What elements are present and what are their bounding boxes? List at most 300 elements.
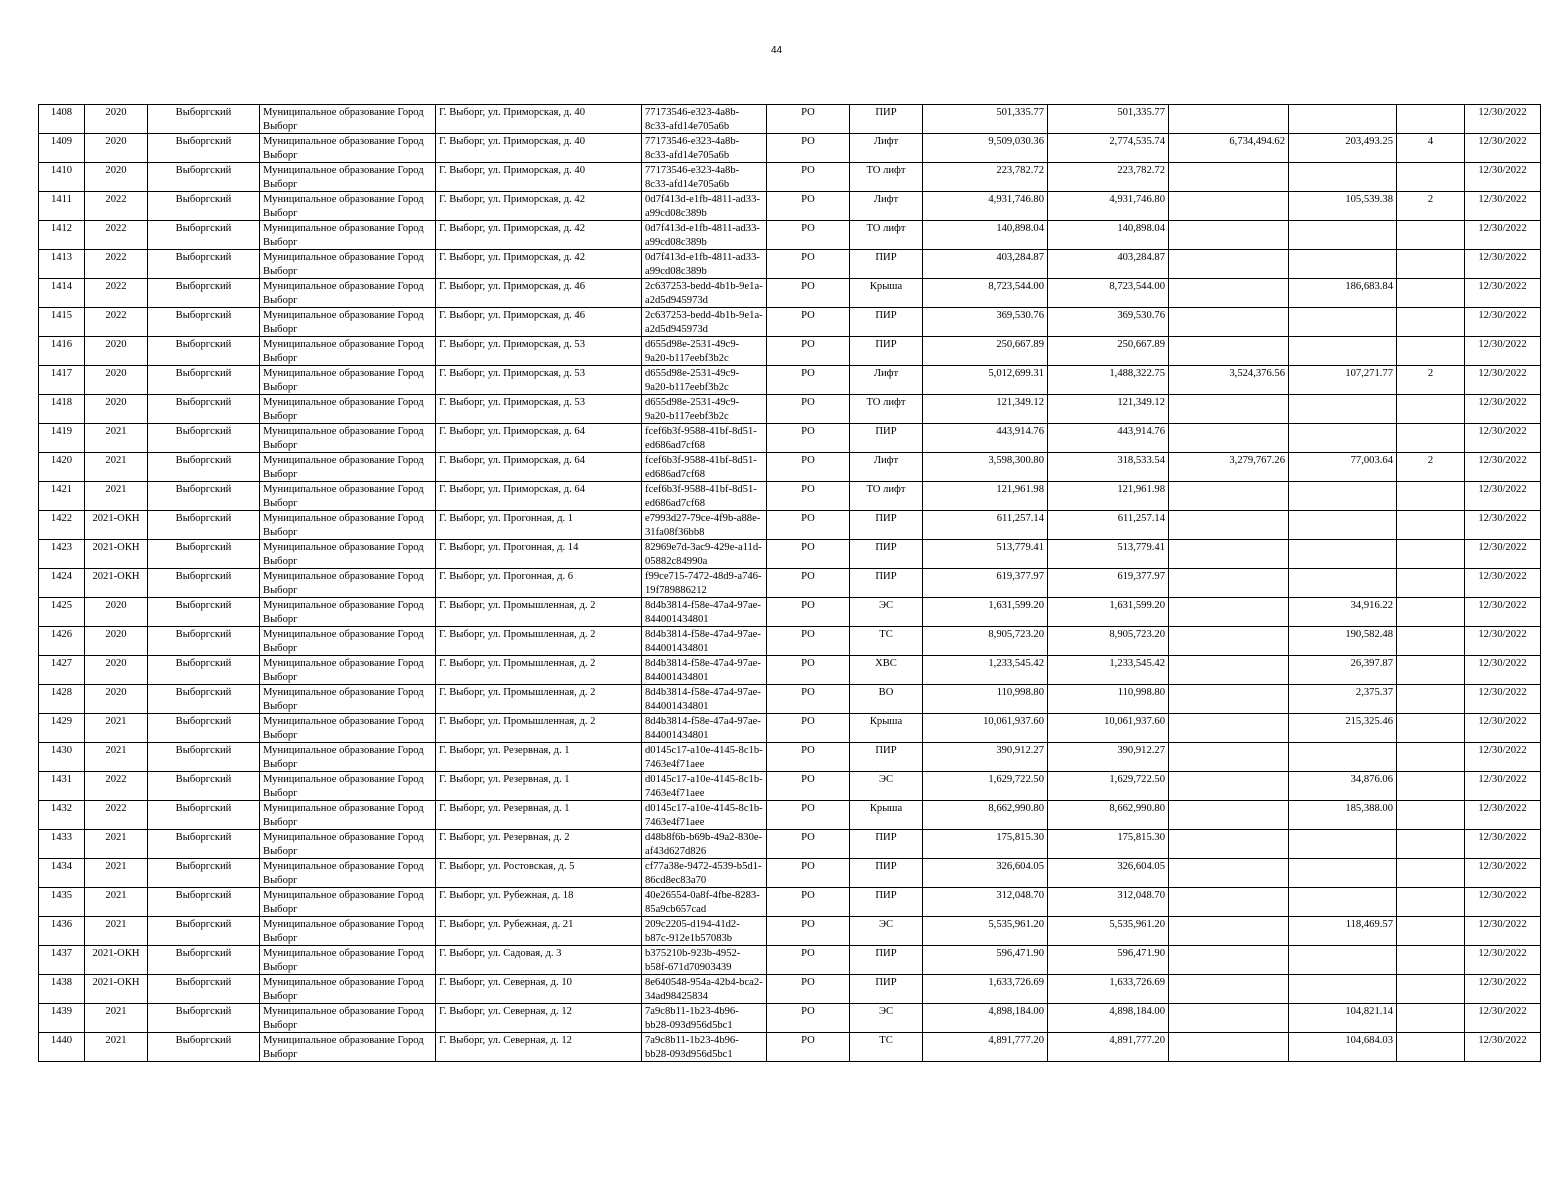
cell-quantity	[1397, 1004, 1465, 1033]
cell-date: 12/30/2022	[1465, 1004, 1541, 1033]
cell-total-cost: 1,631,599.20	[923, 598, 1048, 627]
cell-district: Выборгский	[148, 888, 260, 917]
cell-total-cost: 403,284.87	[923, 250, 1048, 279]
cell-total-cost: 4,898,184.00	[923, 1004, 1048, 1033]
cell-municipality: Муниципальное образование Город Выборг	[260, 424, 436, 453]
cell-number: 1440	[39, 1033, 85, 1062]
cell-amount-3: 118,469.57	[1289, 917, 1397, 946]
cell-date: 12/30/2022	[1465, 801, 1541, 830]
cell-amount-1: 4,891,777.20	[1048, 1033, 1169, 1062]
cell-work-type: ЭС	[850, 917, 923, 946]
cell-municipality: Муниципальное образование Город Выборг	[260, 482, 436, 511]
cell-amount-1: 250,667.89	[1048, 337, 1169, 366]
cell-year: 2022	[85, 772, 148, 801]
cell-date: 12/30/2022	[1465, 366, 1541, 395]
cell-amount-2	[1169, 772, 1289, 801]
cell-year: 2022	[85, 250, 148, 279]
cell-total-cost: 223,782.72	[923, 163, 1048, 192]
cell-address: Г. Выборг, ул. Северная, д. 12	[436, 1033, 642, 1062]
cell-year: 2021-ОКН	[85, 946, 148, 975]
cell-guid: 77173546-e323-4a8b-8c33-afd14e705a6b	[642, 134, 767, 163]
cell-amount-2: 3,524,376.56	[1169, 366, 1289, 395]
cell-amount-1: 8,905,723.20	[1048, 627, 1169, 656]
cell-district: Выборгский	[148, 772, 260, 801]
cell-work-type: Крыша	[850, 279, 923, 308]
cell-number: 1437	[39, 946, 85, 975]
cell-number: 1425	[39, 598, 85, 627]
cell-year: 2021	[85, 453, 148, 482]
cell-quantity	[1397, 830, 1465, 859]
cell-guid: d48b8f6b-b69b-49a2-830e-af43d627d826	[642, 830, 767, 859]
table-row	[39, 946, 1541, 975]
cell-year: 2020	[85, 656, 148, 685]
cell-quantity: 4	[1397, 134, 1465, 163]
cell-address: Г. Выборг, ул. Приморская, д. 64	[436, 453, 642, 482]
cell-date: 12/30/2022	[1465, 511, 1541, 540]
cell-address: Г. Выборг, ул. Рубежная, д. 21	[436, 917, 642, 946]
cell-year: 2021	[85, 482, 148, 511]
cell-date: 12/30/2022	[1465, 105, 1541, 134]
cell-district: Выборгский	[148, 308, 260, 337]
cell-guid: 77173546-e323-4a8b-8c33-afd14e705a6b	[642, 105, 767, 134]
cell-address: Г. Выборг, ул. Приморская, д. 64	[436, 424, 642, 453]
cell-municipality: Муниципальное образование Город Выборг	[260, 250, 436, 279]
cell-guid: 77173546-e323-4a8b-8c33-afd14e705a6b	[642, 163, 767, 192]
cell-municipality: Муниципальное образование Город Выборг	[260, 1004, 436, 1033]
cell-number: 1408	[39, 105, 85, 134]
cell-municipality: Муниципальное образование Город Выборг	[260, 917, 436, 946]
cell-amount-2	[1169, 598, 1289, 627]
cell-number: 1420	[39, 453, 85, 482]
cell-guid: 0d7f413d-e1fb-4811-ad33-a99cd08c389b	[642, 192, 767, 221]
cell-amount-3	[1289, 540, 1397, 569]
cell-year: 2022	[85, 308, 148, 337]
cell-guid: 2c637253-bedd-4b1b-9e1a-a2d5d945973d	[642, 308, 767, 337]
cell-quantity	[1397, 801, 1465, 830]
cell-work-type: ПИР	[850, 250, 923, 279]
cell-address: Г. Выборг, ул. Резервная, д. 1	[436, 801, 642, 830]
cell-quantity	[1397, 482, 1465, 511]
cell-year: 2021-ОКН	[85, 540, 148, 569]
cell-amount-3: 186,683.84	[1289, 279, 1397, 308]
cell-year: 2020	[85, 366, 148, 395]
cell-year: 2021	[85, 830, 148, 859]
table-row	[39, 1033, 1541, 1062]
cell-guid: 0d7f413d-e1fb-4811-ad33-a99cd08c389b	[642, 221, 767, 250]
cell-year: 2022	[85, 192, 148, 221]
cell-date: 12/30/2022	[1465, 134, 1541, 163]
cell-total-cost: 3,598,300.80	[923, 453, 1048, 482]
cell-work-type: ПИР	[850, 946, 923, 975]
cell-district: Выборгский	[148, 482, 260, 511]
cell-quantity	[1397, 105, 1465, 134]
cell-amount-3	[1289, 975, 1397, 1004]
cell-amount-3: 185,388.00	[1289, 801, 1397, 830]
cell-number: 1413	[39, 250, 85, 279]
cell-address: Г. Выборг, ул. Садовая, д. 3	[436, 946, 642, 975]
cell-amount-2	[1169, 946, 1289, 975]
cell-work-type: ПИР	[850, 540, 923, 569]
cell-date: 12/30/2022	[1465, 192, 1541, 221]
cell-district: Выборгский	[148, 192, 260, 221]
cell-guid: b375210b-923b-4952-b58f-671d70903439	[642, 946, 767, 975]
table-row	[39, 975, 1541, 1004]
cell-amount-1: 1,633,726.69	[1048, 975, 1169, 1004]
cell-year: 2021	[85, 743, 148, 772]
cell-total-cost: 9,509,030.36	[923, 134, 1048, 163]
cell-total-cost: 443,914.76	[923, 424, 1048, 453]
cell-district: Выборгский	[148, 946, 260, 975]
cell-date: 12/30/2022	[1465, 308, 1541, 337]
cell-quantity	[1397, 540, 1465, 569]
cell-address: Г. Выборг, ул. Приморская, д. 40	[436, 163, 642, 192]
cell-district: Выборгский	[148, 627, 260, 656]
cell-quantity	[1397, 308, 1465, 337]
cell-address: Г. Выборг, ул. Приморская, д. 53	[436, 337, 642, 366]
cell-amount-1: 5,535,961.20	[1048, 917, 1169, 946]
cell-address: Г. Выборг, ул. Резервная, д. 1	[436, 772, 642, 801]
cell-amount-1: 403,284.87	[1048, 250, 1169, 279]
cell-date: 12/30/2022	[1465, 627, 1541, 656]
cell-municipality: Муниципальное образование Город Выборг	[260, 134, 436, 163]
cell-year: 2021-ОКН	[85, 511, 148, 540]
cell-amount-3	[1289, 337, 1397, 366]
cell-amount-2	[1169, 1033, 1289, 1062]
cell-number: 1412	[39, 221, 85, 250]
cell-district: Выборгский	[148, 743, 260, 772]
cell-amount-3: 34,876.06	[1289, 772, 1397, 801]
cell-year: 2021	[85, 888, 148, 917]
table-row	[39, 598, 1541, 627]
cell-work-type: ПИР	[850, 743, 923, 772]
cell-quantity	[1397, 859, 1465, 888]
cell-address: Г. Выборг, ул. Промышленная, д. 2	[436, 685, 642, 714]
cell-work-type: ТО лифт	[850, 221, 923, 250]
cell-total-cost: 1,233,545.42	[923, 656, 1048, 685]
cell-amount-3: 107,271.77	[1289, 366, 1397, 395]
cell-year: 2022	[85, 801, 148, 830]
cell-municipality: Муниципальное образование Город Выборг	[260, 279, 436, 308]
cell-amount-3: 190,582.48	[1289, 627, 1397, 656]
cell-amount-2	[1169, 424, 1289, 453]
cell-total-cost: 5,012,699.31	[923, 366, 1048, 395]
table-row	[39, 569, 1541, 598]
cell-amount-2: 3,279,767.26	[1169, 453, 1289, 482]
cell-guid: 7a9c8b11-1b23-4b96-bb28-093d956d5bc1	[642, 1004, 767, 1033]
cell-number: 1419	[39, 424, 85, 453]
cell-type: РО	[767, 975, 850, 1004]
cell-amount-2	[1169, 250, 1289, 279]
cell-guid: f99ce715-7472-48d9-a746-19f789886212	[642, 569, 767, 598]
cell-municipality: Муниципальное образование Город Выборг	[260, 627, 436, 656]
cell-amount-2	[1169, 511, 1289, 540]
cell-number: 1409	[39, 134, 85, 163]
cell-total-cost: 250,667.89	[923, 337, 1048, 366]
cell-type: РО	[767, 424, 850, 453]
cell-total-cost: 501,335.77	[923, 105, 1048, 134]
cell-address: Г. Выборг, ул. Приморская, д. 46	[436, 279, 642, 308]
cell-quantity	[1397, 656, 1465, 685]
cell-address: Г. Выборг, ул. Ростовская, д. 5	[436, 859, 642, 888]
cell-municipality: Муниципальное образование Город Выборг	[260, 975, 436, 1004]
cell-number: 1418	[39, 395, 85, 424]
cell-amount-2	[1169, 395, 1289, 424]
cell-amount-1: 1,488,322.75	[1048, 366, 1169, 395]
cell-type: РО	[767, 627, 850, 656]
cell-municipality: Муниципальное образование Город Выборг	[260, 453, 436, 482]
cell-date: 12/30/2022	[1465, 656, 1541, 685]
cell-year: 2021-ОКН	[85, 975, 148, 1004]
cell-amount-3: 203,493.25	[1289, 134, 1397, 163]
cell-guid: 8d4b3814-f58e-47a4-97ae-844001434801	[642, 598, 767, 627]
cell-total-cost: 5,535,961.20	[923, 917, 1048, 946]
cell-type: РО	[767, 569, 850, 598]
cell-amount-2: 6,734,494.62	[1169, 134, 1289, 163]
cell-type: РО	[767, 134, 850, 163]
cell-type: РО	[767, 685, 850, 714]
cell-municipality: Муниципальное образование Город Выборг	[260, 685, 436, 714]
cell-amount-3	[1289, 569, 1397, 598]
cell-type: РО	[767, 830, 850, 859]
cell-work-type: Лифт	[850, 134, 923, 163]
cell-quantity	[1397, 917, 1465, 946]
cell-district: Выборгский	[148, 598, 260, 627]
cell-guid: 0d7f413d-e1fb-4811-ad33-a99cd08c389b	[642, 250, 767, 279]
cell-amount-3	[1289, 250, 1397, 279]
cell-guid: d655d98e-2531-49c9-9a20-b117eebf3b2c	[642, 366, 767, 395]
cell-work-type: ПИР	[850, 308, 923, 337]
cell-year: 2021	[85, 917, 148, 946]
cell-work-type: ТО лифт	[850, 163, 923, 192]
cell-guid: fcef6b3f-9588-41bf-8d51-ed686ad7cf68	[642, 482, 767, 511]
cell-quantity	[1397, 975, 1465, 1004]
cell-date: 12/30/2022	[1465, 830, 1541, 859]
cell-address: Г. Выборг, ул. Приморская, д. 46	[436, 308, 642, 337]
cell-date: 12/30/2022	[1465, 395, 1541, 424]
cell-work-type: Лифт	[850, 366, 923, 395]
cell-amount-2	[1169, 163, 1289, 192]
cell-guid: 8e640548-954a-42b4-bca2-34ad98425834	[642, 975, 767, 1004]
cell-total-cost: 110,998.80	[923, 685, 1048, 714]
table-row	[39, 395, 1541, 424]
table-row	[39, 714, 1541, 743]
cell-amount-2	[1169, 569, 1289, 598]
cell-number: 1411	[39, 192, 85, 221]
cell-amount-1: 513,779.41	[1048, 540, 1169, 569]
table-row	[39, 511, 1541, 540]
cell-year: 2020	[85, 337, 148, 366]
cell-year: 2020	[85, 685, 148, 714]
cell-type: РО	[767, 598, 850, 627]
cell-type: РО	[767, 308, 850, 337]
cell-quantity	[1397, 221, 1465, 250]
cell-amount-1: 501,335.77	[1048, 105, 1169, 134]
cell-address: Г. Выборг, ул. Приморская, д. 53	[436, 366, 642, 395]
table-row	[39, 134, 1541, 163]
cell-type: РО	[767, 337, 850, 366]
cell-municipality: Муниципальное образование Город Выборг	[260, 946, 436, 975]
cell-amount-1: 4,898,184.00	[1048, 1004, 1169, 1033]
cell-amount-1: 8,723,544.00	[1048, 279, 1169, 308]
cell-address: Г. Выборг, ул. Прогонная, д. 1	[436, 511, 642, 540]
table-row	[39, 743, 1541, 772]
cell-address: Г. Выборг, ул. Приморская, д. 40	[436, 134, 642, 163]
cell-amount-1: 619,377.97	[1048, 569, 1169, 598]
cell-municipality: Муниципальное образование Город Выборг	[260, 192, 436, 221]
cell-number: 1428	[39, 685, 85, 714]
cell-type: РО	[767, 946, 850, 975]
cell-date: 12/30/2022	[1465, 772, 1541, 801]
cell-year: 2020	[85, 105, 148, 134]
cell-district: Выборгский	[148, 830, 260, 859]
cell-quantity	[1397, 250, 1465, 279]
cell-district: Выборгский	[148, 1033, 260, 1062]
cell-amount-2	[1169, 308, 1289, 337]
cell-amount-3	[1289, 946, 1397, 975]
cell-number: 1414	[39, 279, 85, 308]
cell-district: Выборгский	[148, 105, 260, 134]
cell-number: 1416	[39, 337, 85, 366]
cell-date: 12/30/2022	[1465, 453, 1541, 482]
cell-work-type: ПИР	[850, 105, 923, 134]
cell-date: 12/30/2022	[1465, 598, 1541, 627]
cell-total-cost: 8,662,990.80	[923, 801, 1048, 830]
cell-address: Г. Выборг, ул. Резервная, д. 2	[436, 830, 642, 859]
cell-amount-2	[1169, 743, 1289, 772]
cell-date: 12/30/2022	[1465, 163, 1541, 192]
cell-district: Выборгский	[148, 134, 260, 163]
cell-number: 1433	[39, 830, 85, 859]
cell-work-type: ТС	[850, 627, 923, 656]
cell-number: 1424	[39, 569, 85, 598]
cell-number: 1410	[39, 163, 85, 192]
cell-district: Выборгский	[148, 685, 260, 714]
cell-total-cost: 369,530.76	[923, 308, 1048, 337]
cell-district: Выборгский	[148, 917, 260, 946]
cell-district: Выборгский	[148, 859, 260, 888]
cell-work-type: Лифт	[850, 192, 923, 221]
cell-work-type: Крыша	[850, 801, 923, 830]
cell-date: 12/30/2022	[1465, 424, 1541, 453]
cell-address: Г. Выборг, ул. Рубежная, д. 18	[436, 888, 642, 917]
cell-municipality: Муниципальное образование Город Выборг	[260, 540, 436, 569]
cell-quantity	[1397, 279, 1465, 308]
cell-total-cost: 611,257.14	[923, 511, 1048, 540]
cell-address: Г. Выборг, ул. Приморская, д. 64	[436, 482, 642, 511]
cell-municipality: Муниципальное образование Город Выборг	[260, 1033, 436, 1062]
registry-rows	[39, 105, 1541, 1062]
cell-type: РО	[767, 743, 850, 772]
cell-amount-3	[1289, 482, 1397, 511]
cell-address: Г. Выборг, ул. Приморская, д. 40	[436, 105, 642, 134]
cell-quantity	[1397, 1033, 1465, 1062]
table-row	[39, 250, 1541, 279]
cell-year: 2020	[85, 395, 148, 424]
cell-address: Г. Выборг, ул. Прогонная, д. 6	[436, 569, 642, 598]
table-row	[39, 192, 1541, 221]
cell-year: 2020	[85, 598, 148, 627]
cell-amount-1: 443,914.76	[1048, 424, 1169, 453]
cell-total-cost: 596,471.90	[923, 946, 1048, 975]
cell-amount-1: 121,349.12	[1048, 395, 1169, 424]
cell-type: РО	[767, 453, 850, 482]
cell-municipality: Муниципальное образование Город Выборг	[260, 337, 436, 366]
cell-quantity	[1397, 946, 1465, 975]
cell-amount-2	[1169, 279, 1289, 308]
cell-number: 1439	[39, 1004, 85, 1033]
cell-number: 1426	[39, 627, 85, 656]
cell-amount-3: 104,684.03	[1289, 1033, 1397, 1062]
cell-quantity	[1397, 424, 1465, 453]
cell-amount-3	[1289, 424, 1397, 453]
cell-amount-3: 26,397.87	[1289, 656, 1397, 685]
cell-amount-2	[1169, 888, 1289, 917]
cell-work-type: ЭС	[850, 772, 923, 801]
cell-district: Выборгский	[148, 569, 260, 598]
table-row	[39, 540, 1541, 569]
cell-number: 1415	[39, 308, 85, 337]
cell-municipality: Муниципальное образование Город Выборг	[260, 830, 436, 859]
cell-year: 2021	[85, 1004, 148, 1033]
cell-district: Выборгский	[148, 511, 260, 540]
cell-number: 1432	[39, 801, 85, 830]
cell-work-type: ТС	[850, 1033, 923, 1062]
cell-type: РО	[767, 279, 850, 308]
table-row	[39, 366, 1541, 395]
cell-type: РО	[767, 859, 850, 888]
cell-quantity	[1397, 163, 1465, 192]
cell-work-type: ПИР	[850, 859, 923, 888]
cell-amount-1: 110,998.80	[1048, 685, 1169, 714]
cell-municipality: Муниципальное образование Город Выборг	[260, 221, 436, 250]
cell-date: 12/30/2022	[1465, 946, 1541, 975]
cell-work-type: ПИР	[850, 424, 923, 453]
cell-amount-3	[1289, 105, 1397, 134]
registry-table	[38, 104, 1541, 1062]
cell-amount-3: 34,916.22	[1289, 598, 1397, 627]
cell-amount-1: 8,662,990.80	[1048, 801, 1169, 830]
cell-date: 12/30/2022	[1465, 975, 1541, 1004]
cell-work-type: Лифт	[850, 453, 923, 482]
cell-address: Г. Выборг, ул. Резервная, д. 1	[436, 743, 642, 772]
cell-type: РО	[767, 511, 850, 540]
cell-guid: 8d4b3814-f58e-47a4-97ae-844001434801	[642, 656, 767, 685]
cell-municipality: Муниципальное образование Город Выборг	[260, 801, 436, 830]
cell-amount-3	[1289, 511, 1397, 540]
cell-amount-3	[1289, 743, 1397, 772]
table-row	[39, 917, 1541, 946]
cell-type: РО	[767, 395, 850, 424]
cell-guid: 209c2205-d194-41d2-b87c-912e1b57083b	[642, 917, 767, 946]
cell-type: РО	[767, 540, 850, 569]
table-row	[39, 830, 1541, 859]
cell-total-cost: 140,898.04	[923, 221, 1048, 250]
cell-quantity	[1397, 714, 1465, 743]
cell-work-type: ПИР	[850, 569, 923, 598]
cell-address: Г. Выборг, ул. Прогонная, д. 14	[436, 540, 642, 569]
cell-type: РО	[767, 105, 850, 134]
cell-guid: fcef6b3f-9588-41bf-8d51-ed686ad7cf68	[642, 424, 767, 453]
cell-year: 2021-ОКН	[85, 569, 148, 598]
table-row	[39, 685, 1541, 714]
cell-number: 1435	[39, 888, 85, 917]
cell-work-type: ВО	[850, 685, 923, 714]
cell-address: Г. Выборг, ул. Промышленная, д. 2	[436, 714, 642, 743]
cell-number: 1436	[39, 917, 85, 946]
cell-district: Выборгский	[148, 801, 260, 830]
cell-municipality: Муниципальное образование Город Выборг	[260, 772, 436, 801]
cell-district: Выборгский	[148, 250, 260, 279]
